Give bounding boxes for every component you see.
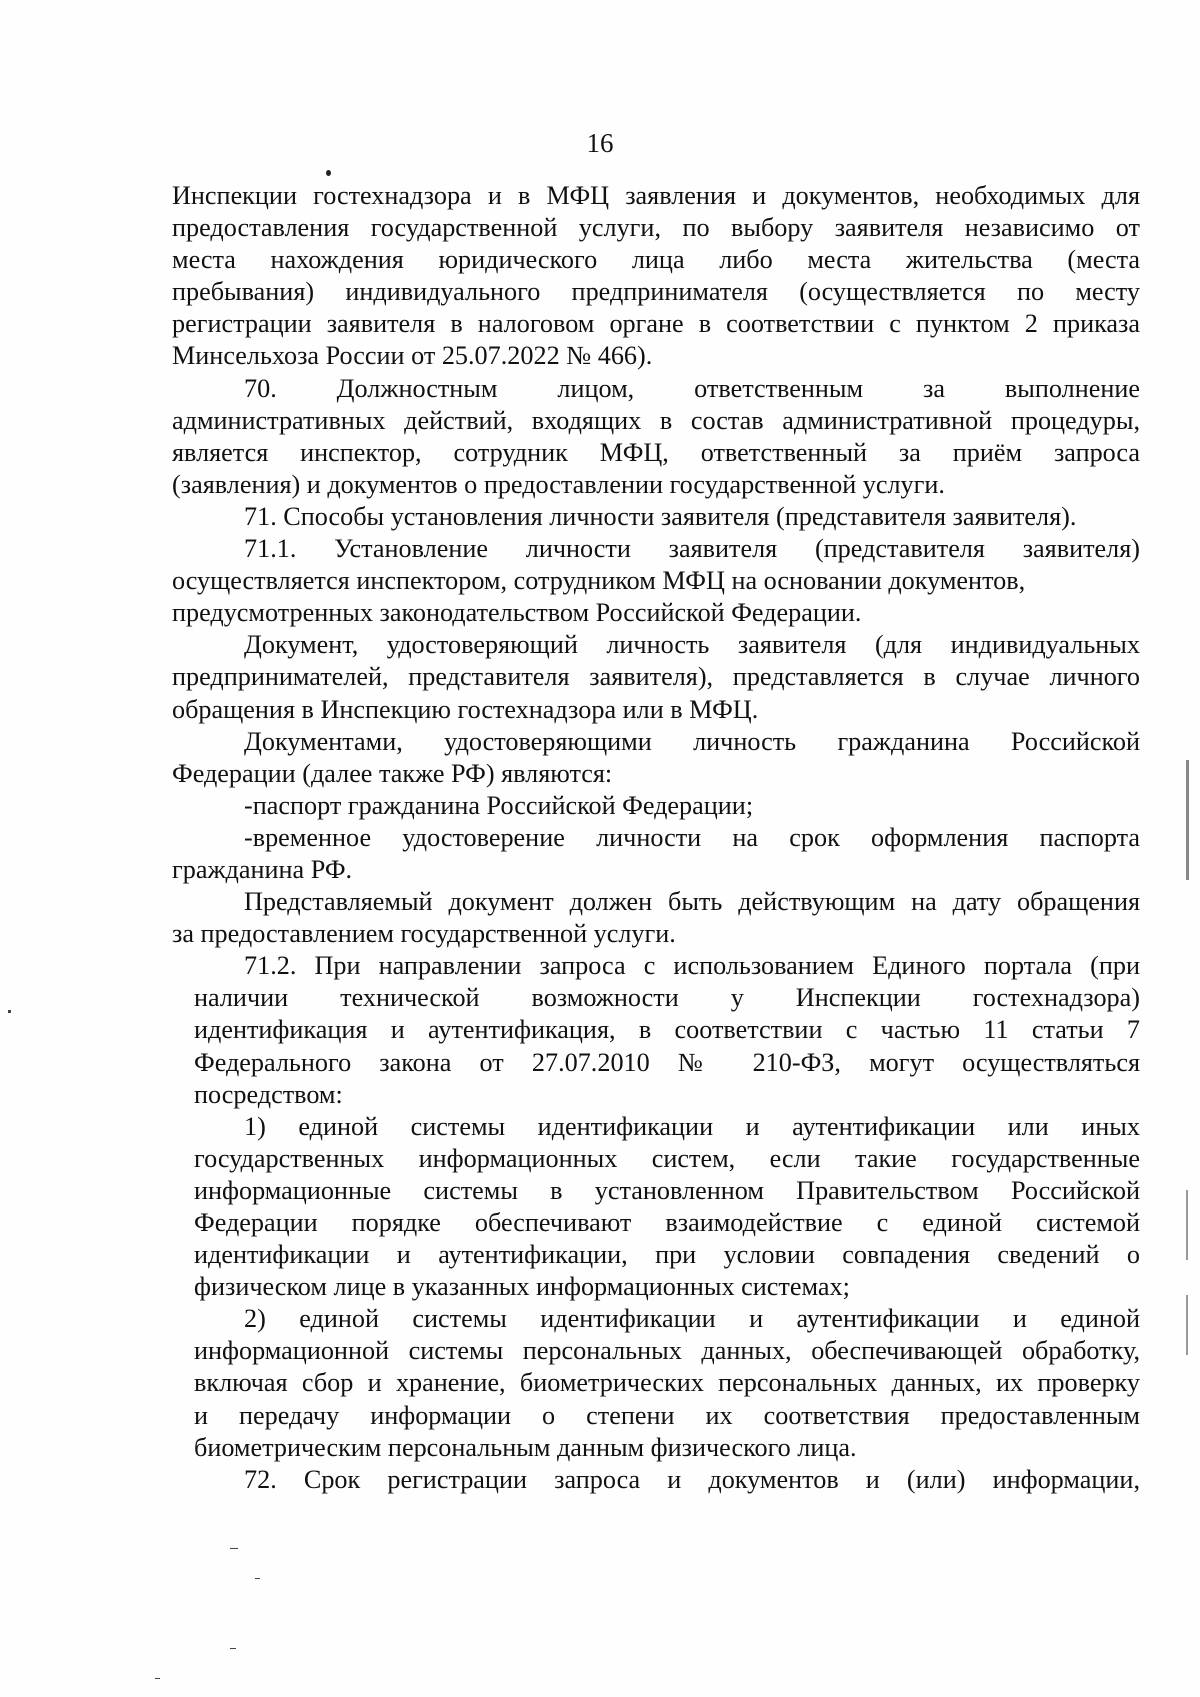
text-line: и передачу информации о степени их соответствия предоставленным: [194, 1400, 1140, 1430]
scan-mark: [1186, 760, 1189, 880]
text-line: -временное удостоверение личности на срок оформления паспорта: [244, 822, 1140, 852]
text-line: -паспорт гражданина Российской Федерации;: [244, 790, 754, 820]
text-line: Документ, удостоверяющий личность заявителя (для индивидуальных: [244, 630, 1140, 660]
text-line: 1) единой системы идентификации и аутентификации или иных: [244, 1111, 1140, 1141]
scan-mark: [8, 1010, 11, 1013]
text-line: информационные системы в установленном Правительством Российской: [194, 1175, 1140, 1205]
text-line: идентификация и аутентификация, в соответствии с частью 11 статьи 7: [194, 1015, 1140, 1045]
text-line: регистрации заявителя в налоговом органе в соответствии с пунктом 2 приказа: [172, 309, 1140, 339]
text-line: биометрическим персональным данным физического лица.: [194, 1432, 857, 1462]
text-line: информационной системы персональных данных, обеспечивающей обработку,: [194, 1336, 1140, 1366]
text-line: 71. Способы установления личности заявителя (представителя заявителя).: [244, 501, 1077, 531]
text-line: 71.2. При направлении запроса с использованием Единого портала (при: [244, 951, 1140, 981]
text-line: 72. Срок регистрации запроса и документов и (или) информации,: [244, 1464, 1140, 1494]
text-line: Документами, удостоверяющими личность гражданина Российской: [244, 726, 1140, 756]
scan-mark: [255, 1578, 260, 1579]
text-line: Федерации (далее также РФ) являются:: [172, 758, 613, 788]
text-line: 70. Должностным лицом, ответственным за выполнение: [244, 373, 1140, 403]
text-line: административных действий, входящих в состав административной процедуры,: [172, 405, 1140, 435]
text-line: Федерации порядке обеспечивают взаимодействие с единой системой: [194, 1208, 1140, 1237]
scan-mark: [155, 1678, 160, 1679]
text-line: Минсельхоза России от 25.07.2022 № 466).: [172, 341, 653, 371]
scan-mark: [230, 1648, 236, 1649]
text-line: посредством:: [194, 1079, 343, 1109]
scan-dot: [326, 170, 331, 176]
text-line: предпринимателей, представителя заявителя), представляется в случае личного: [172, 662, 1140, 692]
text-line: предоставления государственной услуги, по выбору заявителя независимо от: [172, 213, 1140, 243]
text-line: (заявления) и документов о предоставлении государственной услуги.: [172, 469, 945, 499]
text-line: пребывания) индивидуального предпринимателя (осуществляется по месту: [172, 277, 1140, 307]
text-line: за предоставлением государственной услуги.: [172, 919, 676, 949]
text-line: физическом лице в указанных информационных системах;: [194, 1272, 850, 1302]
text-line: места нахождения юридического лица либо места жительства (места: [172, 245, 1140, 275]
text-line: обращения в Инспекцию гостехнадзора или в МФЦ.: [172, 694, 759, 724]
page-number: 16: [586, 128, 614, 158]
scan-mark: [1186, 1190, 1188, 1260]
text-line: предусмотренных законодательством Российской Федерации.: [172, 598, 862, 628]
scan-mark: [230, 1548, 238, 1549]
text-line: наличии технической возможности у Инспекции гостехнадзора): [194, 983, 1140, 1013]
document-text: [172, 180, 1140, 1496]
text-line: Представляемый документ должен быть действующим на дату обращения: [244, 887, 1140, 917]
scan-mark: [1186, 1295, 1188, 1355]
text-line: включая сбор и хранение, биометрических персональных данных, их проверку: [194, 1368, 1140, 1398]
text-line: Федерального закона от 27.07.2010 № 210-ФЗ, могут осуществляться: [194, 1047, 1140, 1077]
text-line: является инспектор, сотрудник МФЦ, ответственный за приём запроса: [172, 437, 1140, 467]
text-line: 71.1. Установление личности заявителя (представителя заявителя): [244, 534, 1140, 564]
text-line: государственных информационных систем, если такие государственные: [194, 1143, 1140, 1173]
text-line: осуществляется инспектором, сотрудником МФЦ на основании документов,: [172, 566, 1026, 596]
text-line: гражданина РФ.: [172, 854, 353, 884]
text-line: идентификации и аутентификации, при условии совпадения сведений о: [194, 1240, 1140, 1270]
text-line: Инспекции гостехнадзора и в МФЦ заявления и документов, необходимых для: [172, 181, 1140, 210]
text-line: 2) единой системы идентификации и аутентификации и единой: [244, 1304, 1140, 1334]
